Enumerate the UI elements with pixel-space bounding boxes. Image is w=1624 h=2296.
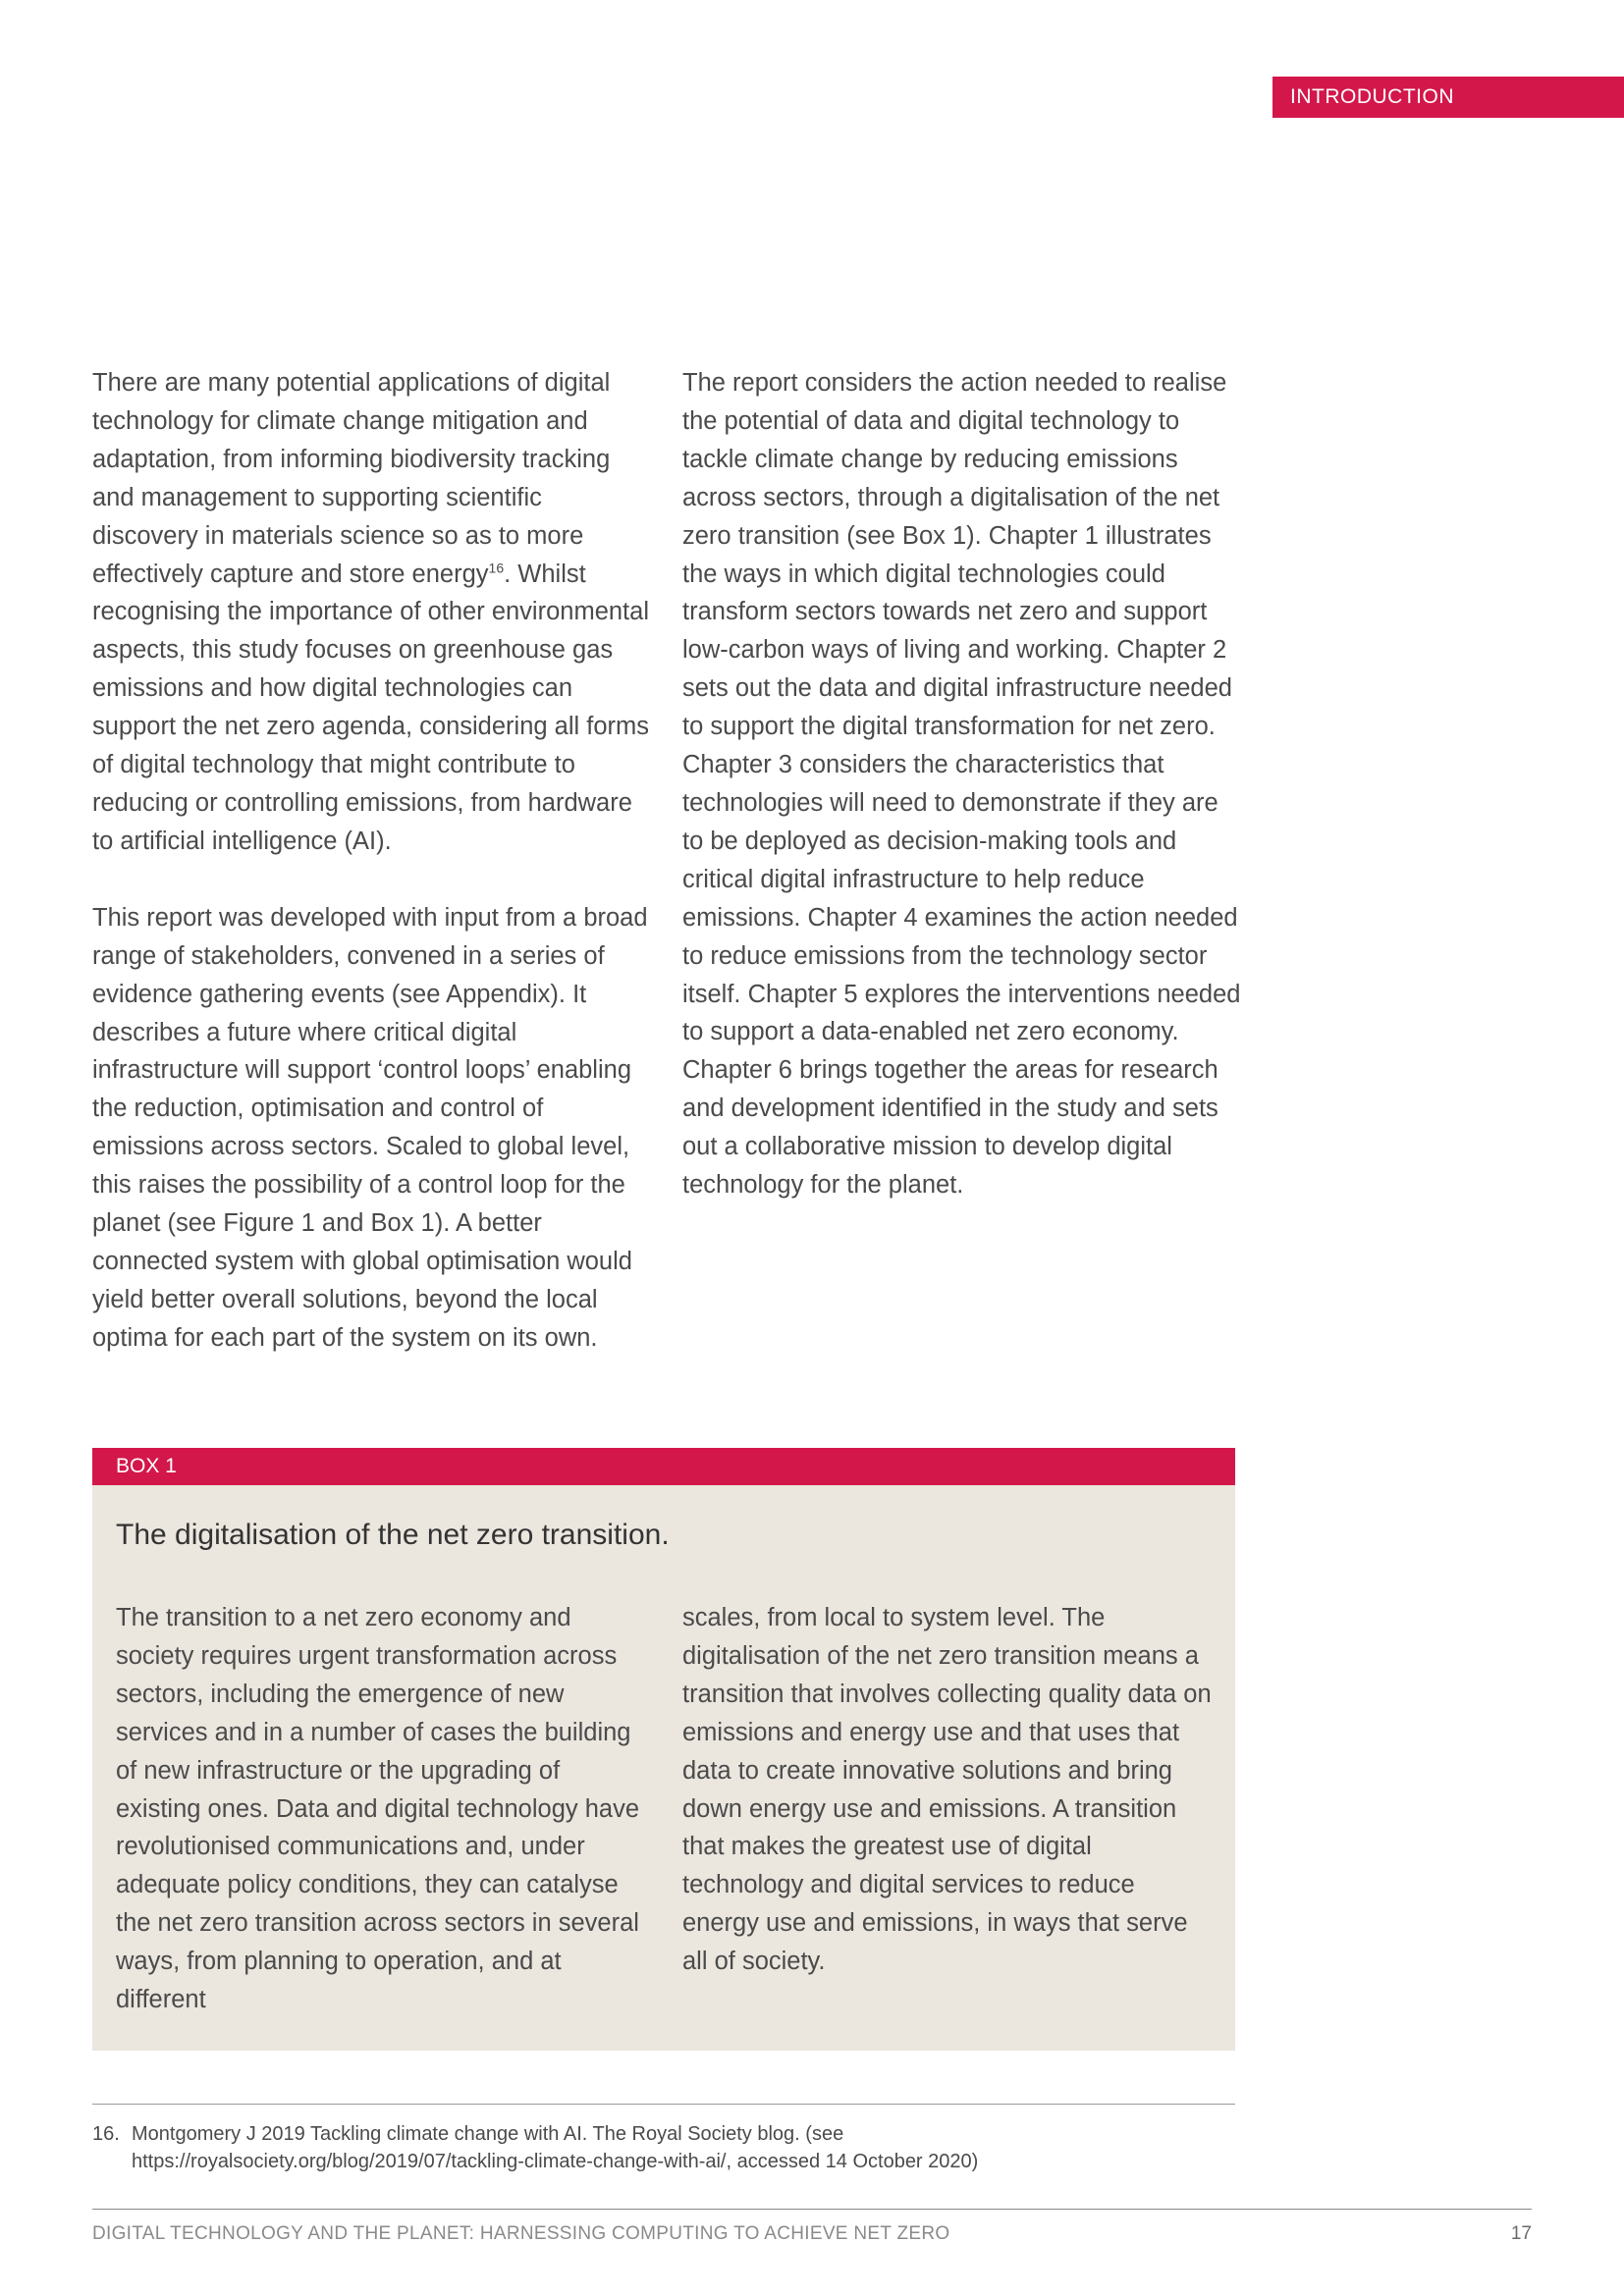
- box-right-text: scales, from local to system level. The digitalisation of the net zero transition means a transition that involves collecting quality data on emissions and energy use and that uses that data to create innovative solutions and bring down energy use and emissions. A transition that makes the greatest use of digital technology and digital services to reduce energy use and emissions, in ways that serve all of society.: [682, 1604, 1212, 1976]
- box-left-column: [116, 1599, 646, 2019]
- left-paragraph-1-start: There are many potential applications of digital technology for climate change mitigation and adaptation, from informing biodiversity tracking and management to supporting scientific discovery in materials science so as to more effectively capture and store energy: [92, 369, 611, 588]
- footnote-divider: [92, 2104, 1235, 2105]
- footer-divider: [92, 2209, 1532, 2210]
- right-paragraph-1: The report considers the action needed to realise the potential of data and digital technology to tackle climate change by reducing emissions across sectors, through a digitalisation of the net zero transition (see Box 1). Chapter 1 illustrates the ways in which digital technologies could transform sectors towards net zero and support low-carbon ways of living and working. Chapter 2 sets out the data and digital infrastructure needed to support the digital transformation for net zero. Chapter 3 considers the characteristics that technologies will need to demonstrate if they are to be deployed as decision-making tools and critical digital infrastructure to help reduce emissions. Chapter 4 examines the action needed to reduce emissions from the technology sector itself. Chapter 5 explores the interventions needed to support a data-enabled net zero economy. Chapter 6 brings together the areas for research and development identified in the study and sets out a collaborative mission to develop digital technology for the planet.: [682, 369, 1241, 1200]
- footnote-text: Montgomery J 2019 Tackling climate change with AI. The Royal Society blog. (see https://royalsociety.org/blog/2019/07/tackling-climate-change-with-ai/, accessed 14 October 2020): [132, 2123, 979, 2172]
- left-paragraph-1-end: . Whilst recognising the importance of other environmental aspects, this study focuses on greenhouse gas emissions and how digital technologies can support the net zero agenda, considering all forms of digital technology that might contribute to reducing or controlling emissions, from hardware to artificial intelligence (AI).: [92, 560, 650, 855]
- right-column: [682, 364, 1242, 1204]
- section-label: INTRODUCTION: [1272, 77, 1624, 118]
- left-paragraph-2: This report was developed with input from a broad range of stakeholders, convened in a series of evidence gathering events (see Appendix). It describes a future where critical digital infrastructure will support ‘control loops’ enabling the reduction, optimisation and control of emissions across sectors. Scaled to global level, this raises the possibility of a control loop for the planet (see Figure 1 and Box 1). A better connected system with global optimisation would yield better overall solutions, beyond the local optima for each part of the system on its own.: [92, 903, 648, 1352]
- footnote-reference[interactable]: 16: [488, 560, 505, 576]
- left-column: [92, 364, 652, 1358]
- left-paragraph-1: [92, 364, 652, 861]
- footnote: [92, 2120, 1172, 2175]
- footer-title: DIGITAL TECHNOLOGY AND THE PLANET: HARNESSING COMPUTING TO ACHIEVE NET ZERO: [92, 2223, 950, 2244]
- footnote-number: 16.: [92, 2123, 120, 2145]
- box-panel: [92, 1485, 1235, 2051]
- page-number: 17: [1510, 2223, 1532, 2244]
- box-right-column: [682, 1599, 1213, 1981]
- box-left-text: The transition to a net zero economy and society requires urgent transformation across sectors, including the emergence of new services and in a number of cases the building of new infrastructure or the upgrading of existing ones. Data and digital technology have revolutionised communications and, under adequate policy conditions, they can catalyse the net zero transition across sectors in several ways, from planning to operation, and at different: [116, 1604, 640, 2014]
- box-label: BOX 1: [92, 1448, 1235, 1485]
- box-title: The digitalisation of the net zero transition.: [116, 1519, 670, 1551]
